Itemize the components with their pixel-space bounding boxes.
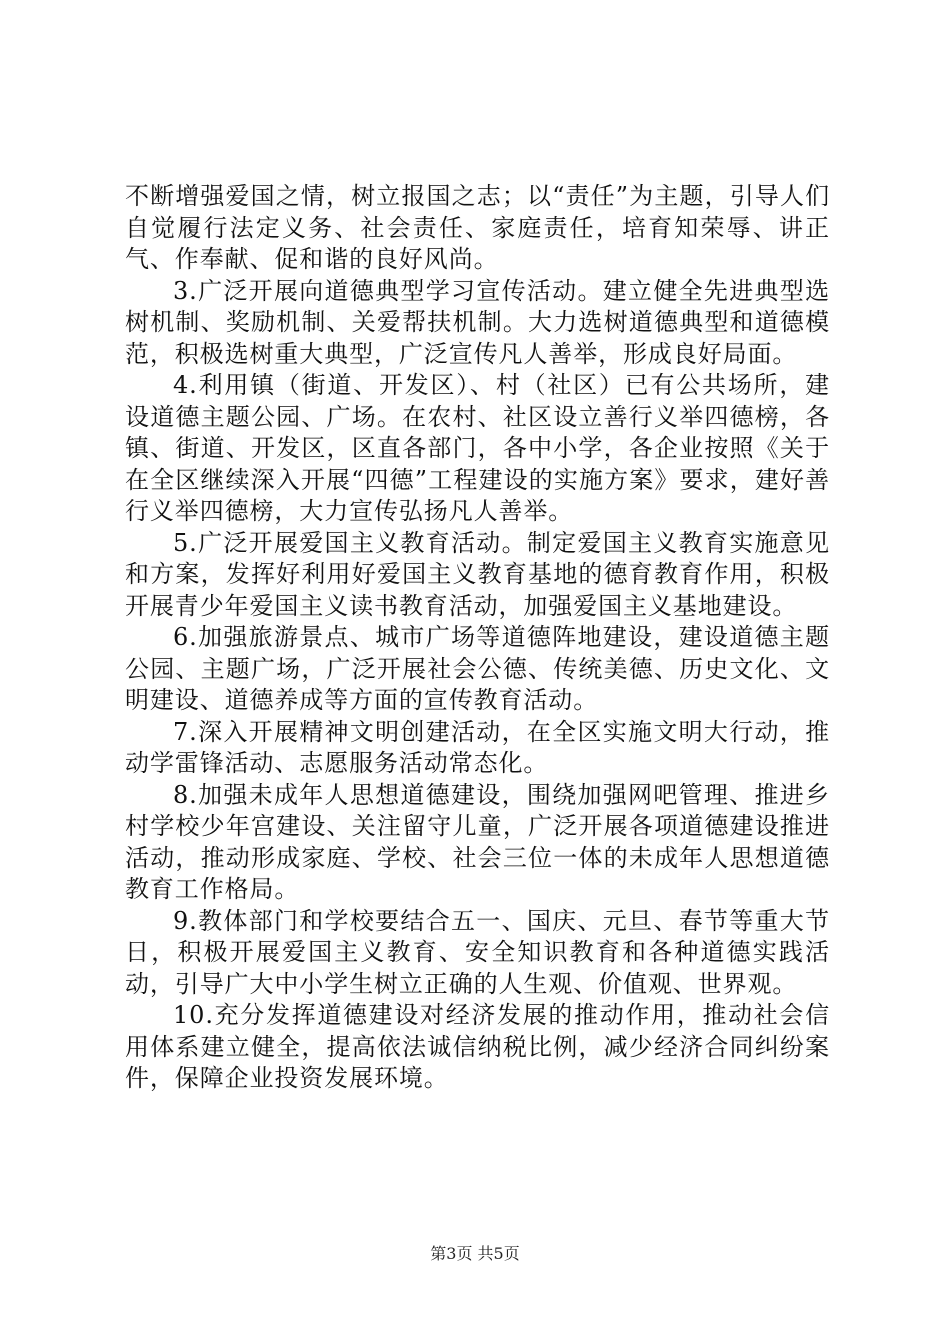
document-body xyxy=(125,181,830,1095)
paragraph-item-10: 10.充分发挥道德建设对经济发展的推动作用，推动社会信用体系建立健全，提高依法诚信纳税比例，减少经济合同纠纷案件，保障企业投资发展环境。 xyxy=(125,1001,830,1092)
paragraph-item-7: 7.深入开展精神文明创建活动，在全区实施文明大行动，推动学雷锋活动、志愿服务活动常态化。 xyxy=(125,717,830,777)
paragraph-item-5: 5.广泛开展爱国主义教育活动。制定爱国主义教育实施意见和方案，发挥好利用好爱国主义教育基地的德育教育作用，积极开展青少年爱国主义读书教育活动，加强爱国主义基地建设。 xyxy=(125,528,830,620)
paragraph-item-6: 6.加强旅游景点、城市广场等道德阵地建设，建设道德主题公园、主题广场，广泛开展社会公德、传统美德、历史文化、文明建设、道德养成等方面的宣传教育活动。 xyxy=(125,623,830,714)
paragraph-item-9: 9.教体部门和学校要结合五一、国庆、元旦、春节等重大节日，积极开展爱国主义教育、安全知识教育和各种道德实践活动，引导广大中小学生树立正确的人生观、价值观、世界观。 xyxy=(125,906,830,998)
paragraph-item-3: 3.广泛开展向道德典型学习宣传活动。建立健全先进典型选树机制、奖励机制、关爱帮扶机制。大力选树道德典型和道德模范，积极选树重大典型，广泛宣传凡人善举，形成良好局面。 xyxy=(125,276,830,368)
paragraph-item-8: 8.加强未成年人思想道德建设，围绕加强网吧管理、推进乡村学校少年宫建设、关注留守儿童，广泛开展各项道德建设推进活动，推动形成家庭、学校、社会三位一体的未成年人思想道德教育工作格局。 xyxy=(125,780,830,903)
paragraph-item-4: 4.利用镇（街道、开发区）、村（社区）已有公共场所，建设道德主题公园、广场。在农村、社区设立善行义举四德榜，各镇、街道、开发区，区直各部门，各中小学，各企业按照《关于在全区继续深入开展“四德”工程建设的实施方案》要求，建好善行义举四德榜，大力宣传弘扬凡人善举。 xyxy=(125,371,830,525)
page-number-footer: 第3页 共5页 xyxy=(430,1244,520,1263)
paragraph-continuation: 不断增强爱国之情，树立报国之志；以“责任”为主题，引导人们自觉履行法定义务、社会责任、家庭责任，培育知荣辱、讲正气、作奉献、促和谐的良好风尚。 xyxy=(125,182,830,273)
